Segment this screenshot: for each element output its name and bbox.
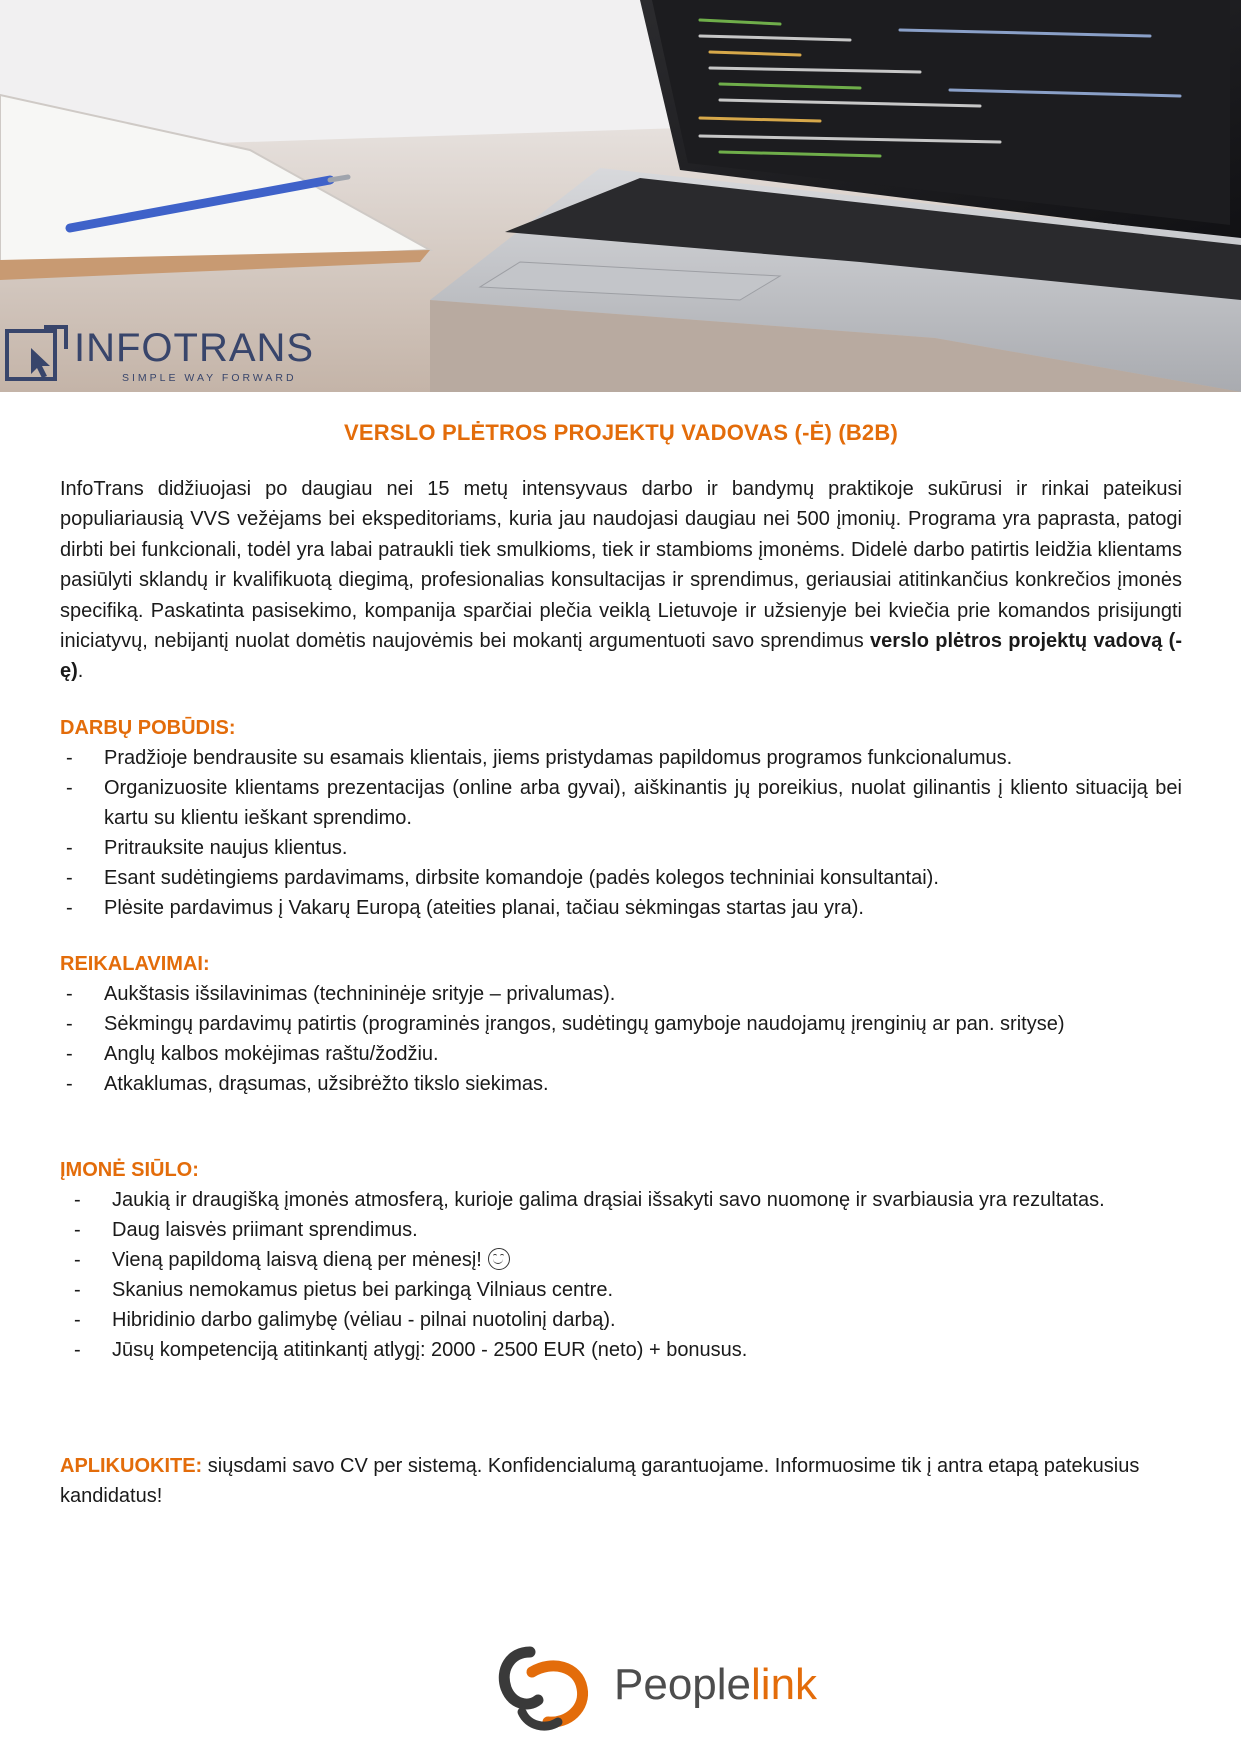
infotrans-logo bbox=[4, 324, 315, 390]
intro-text: InfoTrans didžiuojasi po daugiau nei 15 metų intensyvaus darbo ir bandymų praktikoje sukūrusi ir rinkai pateikusi populiariausią VVS vežėjams bei ekspeditoriams, kuria jau naudojasi daugiau nei 500 įmonių. Programa yra paprasta, patogi dirbti bei funkcionali, todėl yra labai patraukli tiek smulkioms, tiek ir stambioms įmonėms. Didelė darbo patirtis leidžia klientams pasiūlyti sklandų ir kvalifikuotą diegimą, profesionalias konsultacijas ir sprendimus, geriausiai atitinkančius konkrečios įmonės specifiką. Paskatinta pasisekimo, kompanija sparčiai plečia veiklą Lietuvoje ir užsienyje bei kviečia prie komandos prisijungti iniciatyvų, nebijantį nuolat domėtis naujovėmis bei mokantį argumentuoti savo sprendimus bbox=[60, 478, 1182, 653]
list-item: - Vieną papildomą laisvą dieną per mėnesį! bbox=[60, 1245, 1182, 1275]
intro-end: . bbox=[77, 660, 84, 683]
duties-title: DARBŲ POBŪDIS: bbox=[60, 716, 236, 739]
list-item: - Daug laisvės priimant sprendimus. bbox=[74, 1218, 418, 1241]
list-item: - Skanius nemokamus pietus bei parkingą Vilniaus centre. bbox=[74, 1278, 614, 1301]
job-title: VERSLO PLĖTROS PROJEKTŲ VADOVAS (-Ė) (B2B) bbox=[344, 420, 898, 445]
list-item: - Organizuosite klientams prezentacijas (online arba gyvai), aiškinantis jų poreikius, nuolat gilinantis į kliento situaciją bei kartu su klientu ieškant sprendimo. bbox=[66, 776, 1182, 829]
requirements-list bbox=[60, 979, 1182, 1099]
list-item: - Esant sudėtingiems pardavimams, dirbsite komandoje (padės kolegos techniniai konsultantai). bbox=[66, 866, 939, 889]
list-item: - Sėkmingų pardavimų patirtis (programinės įrangos, sudėtingų gamyboje naudojamų įrenginių ar pan. srityse) bbox=[66, 1012, 1065, 1035]
apply-text: siųsdami savo CV per sistemą. Konfidencialumą garantuojame. Informuosime tik į antra etapą patekusius kandidatus! bbox=[60, 1454, 1140, 1508]
offer-list bbox=[60, 1185, 1182, 1365]
list-item: - Jaukią ir draugišką įmonės atmosferą, kurioje galima drąsiai išsakyti savo nuomonę ir svarbiausia yra rezultatas. bbox=[74, 1188, 1105, 1211]
apply-label: APLIKUOKITE: bbox=[60, 1454, 203, 1477]
infotrans-logo-text: INFOTRANS bbox=[74, 326, 315, 370]
cursor-box-icon bbox=[4, 324, 70, 388]
list-item: - Aukštasis išsilavinimas (technininėje srityje – privalumas). bbox=[66, 982, 616, 1005]
apply-paragraph bbox=[60, 1451, 1182, 1512]
offer-title: ĮMONĖ SIŪLO: bbox=[60, 1158, 199, 1181]
infotrans-tagline: SIMPLE WAY FORWARD bbox=[122, 372, 297, 384]
list-item: - Pradžioje bendrausite su esamais klientais, jiems pristydamas papildomus programos funkcionalumus. bbox=[66, 746, 1013, 769]
list-item: - Jūsų kompetenciją atitinkantį atlygį: 2000 - 2500 EUR (neto) + bonusus. bbox=[74, 1338, 748, 1361]
smiley-icon bbox=[488, 1248, 510, 1270]
peoplelink-mark-icon bbox=[492, 1642, 602, 1732]
requirements-title: REIKALAVIMAI: bbox=[60, 952, 210, 975]
intro-bold-position: verslo plėtros projektų vadovą (-ę) bbox=[60, 630, 1182, 683]
list-item: - Hibridinio darbo galimybę (vėliau - pilnai nuotolinį darbą). bbox=[74, 1308, 616, 1331]
job-ad-body bbox=[60, 420, 1182, 1512]
peoplelink-wordmark: Peoplelink bbox=[614, 1660, 818, 1709]
list-item: - Atkaklumas, drąsumas, užsibrėžto tikslo siekimas. bbox=[66, 1072, 549, 1095]
list-item: - Pritrauksite naujus klientus. bbox=[66, 836, 348, 859]
list-item: - Plėsite pardavimus į Vakarų Europą (ateities planai, tačiau sėkmingas startas jau yra). bbox=[66, 896, 864, 919]
intro-paragraph bbox=[60, 474, 1182, 687]
peoplelink-logo bbox=[492, 1642, 832, 1732]
list-item: - Anglų kalbos mokėjimas raštu/žodžiu. bbox=[66, 1042, 439, 1065]
hero-image bbox=[0, 0, 1241, 392]
duties-list bbox=[60, 743, 1182, 923]
